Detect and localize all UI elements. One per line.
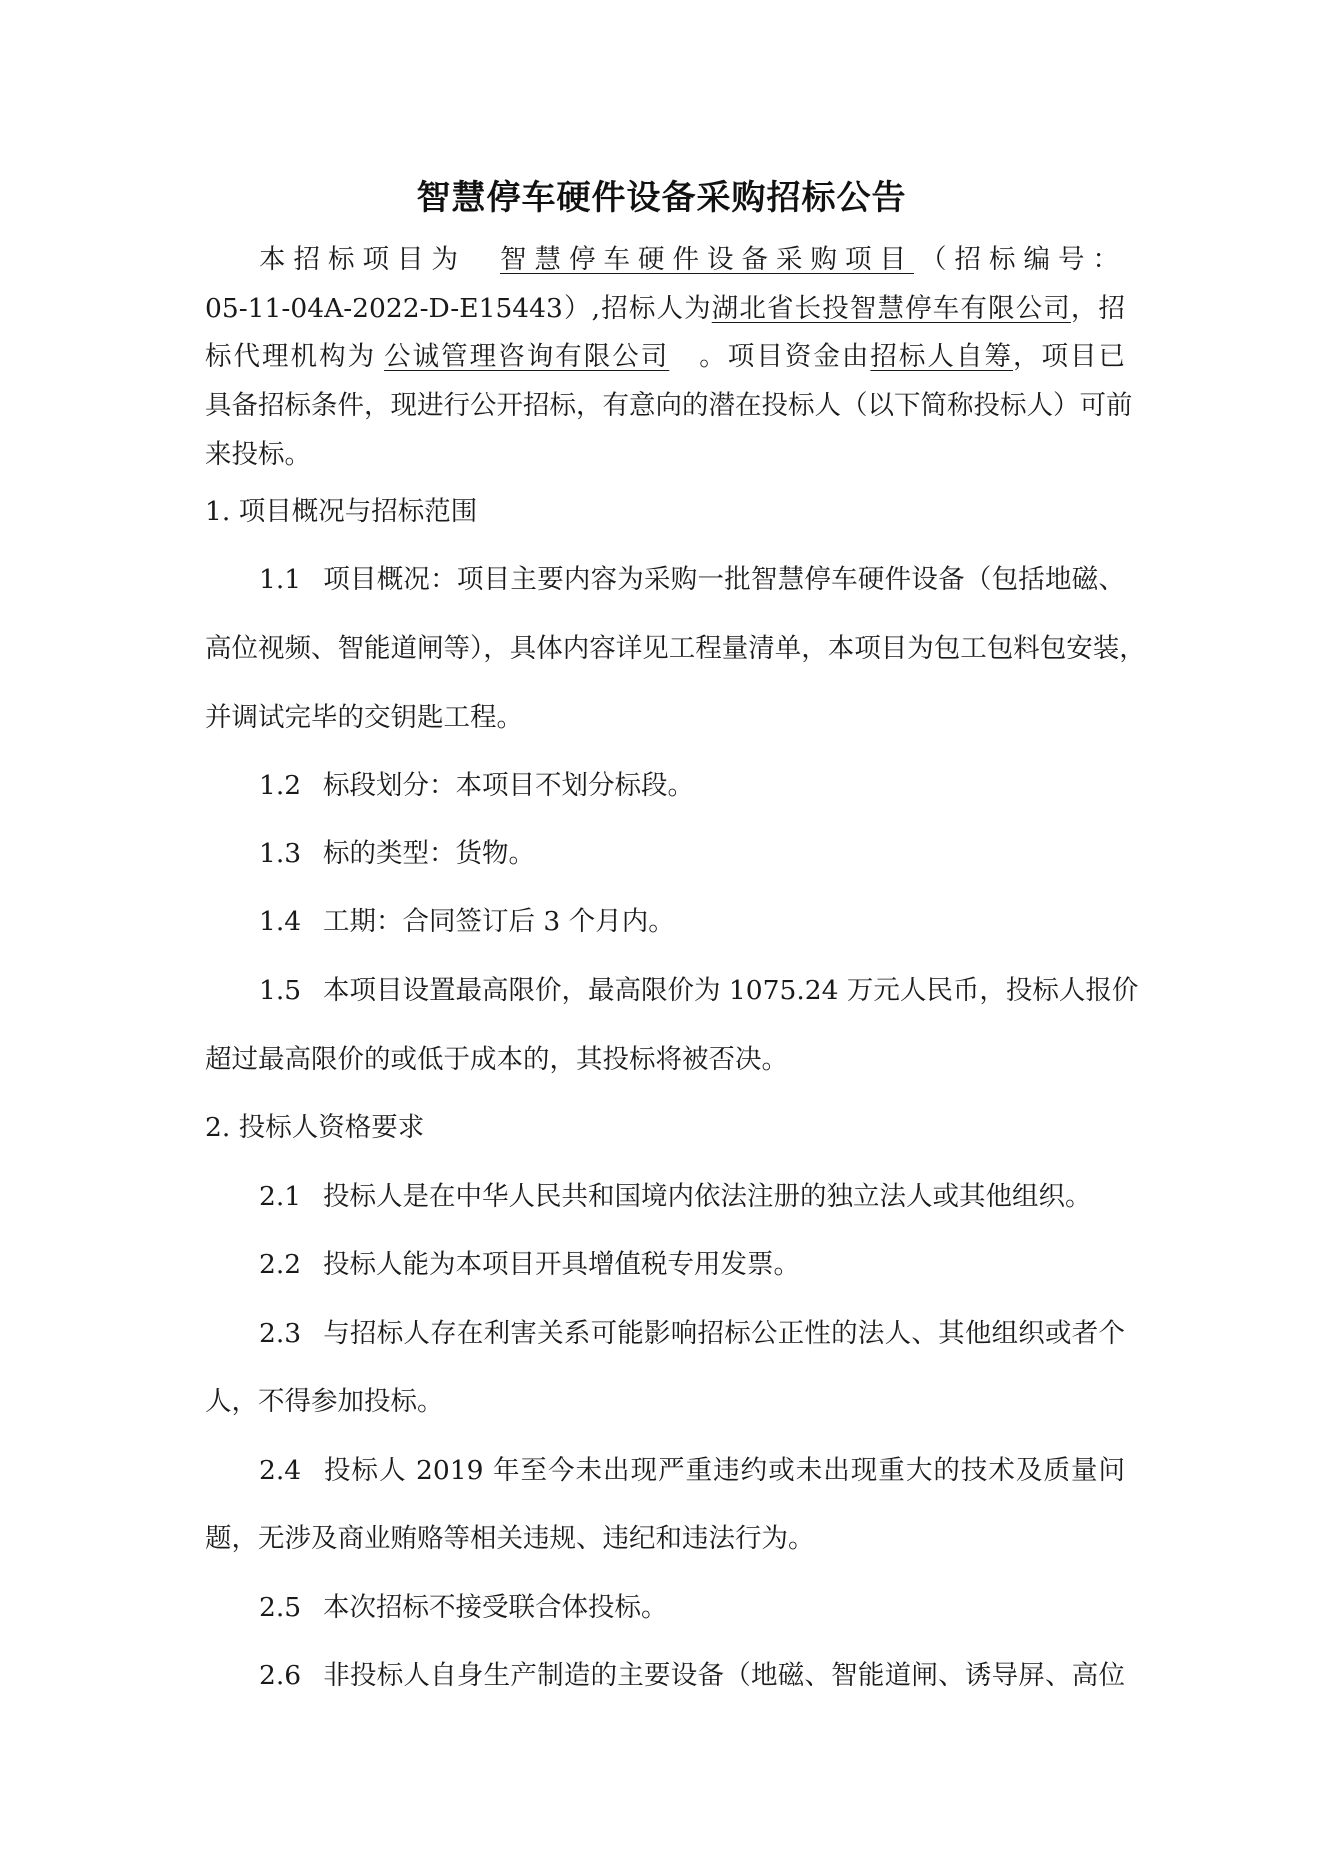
item-text: 工期：合同签订后 3 个月内。 [323, 906, 675, 937]
section-1-heading: 1. 项目概况与招标范围 [205, 496, 478, 527]
item-1-2 [205, 768, 1125, 804]
item-number: 2.3 [259, 1318, 302, 1349]
item-text: 与招标人存在利害关系可能影响招标公正性的法人、其他组织或者个 [323, 1318, 1125, 1349]
item-number: 2.1 [259, 1181, 302, 1212]
tender-code: 05-11-04A-2022-D-E15443 [205, 293, 563, 324]
intro-text: 本招标项目为 [259, 244, 466, 275]
item-1-4 [205, 904, 1125, 940]
intro-text: 。项目资金由 [699, 341, 871, 372]
document-title: 智慧停车硬件设备采购招标公告 [416, 178, 907, 218]
project-name: 智慧停车硬件设备采购项目 [500, 244, 914, 275]
item-1-5-line-2: 超过最高限价的或低于成本的，其投标将被否决。 [205, 1044, 788, 1075]
intro-line-1 [205, 242, 1125, 278]
agent-name: 公诚管理咨询有限公司 [384, 341, 670, 372]
item-text: 项目概况：项目主要内容为采购一批智慧停车硬件设备（包括地磁、 [323, 564, 1125, 595]
item-1-5-line-1 [205, 973, 1139, 1009]
intro-text: ，项目已 [1012, 341, 1126, 372]
item-text: 标的类型：货物。 [323, 838, 535, 869]
item-number: 1.1 [259, 564, 302, 595]
item-2-4-line-1 [205, 1453, 1125, 1489]
item-text: 标段划分：本项目不划分标段。 [323, 770, 694, 801]
item-text: 投标人是在中华人民共和国境内依法注册的独立法人或其他组织。 [323, 1181, 1092, 1212]
intro-text: ）,招标人为 [562, 293, 712, 324]
intro-text: 标代理机构为 [205, 341, 377, 372]
item-1-3 [205, 836, 1125, 872]
intro-line-4: 具备招标条件，现进行公开招标，有意向的潜在投标人（以下简称投标人）可前 [205, 390, 1133, 421]
intro-text: ，招 [1070, 293, 1126, 324]
item-number: 2.2 [259, 1249, 302, 1280]
intro-line-3 [205, 339, 1125, 375]
item-number: 1.5 [259, 975, 302, 1006]
item-number: 2.6 [259, 1660, 302, 1691]
item-2-4-line-2: 题，无涉及商业贿赂等相关违规、违纪和违法行为。 [205, 1523, 815, 1554]
item-text: 本项目设置最高限价，最高限价为 1075.24 万元人民币，投标人报价 [323, 975, 1139, 1006]
intro-line-5: 来投标。 [205, 439, 311, 470]
intro-line-2 [205, 291, 1125, 327]
item-1-1-line-3: 并调试完毕的交钥匙工程。 [205, 702, 523, 733]
item-2-3-line-1 [205, 1316, 1125, 1352]
item-number: 1.3 [259, 838, 302, 869]
item-text: 投标人能为本项目开具增值税专用发票。 [323, 1249, 800, 1280]
item-1-1-line-2: 高位视频、智能道闸等），具体内容详见工程量清单，本项目为包工包料包安装， [205, 633, 1146, 664]
item-text: 投标人 2019 年至今未出现严重违约或未出现重大的技术及质量问 [323, 1455, 1125, 1486]
funding-source: 招标人自筹 [870, 341, 1013, 372]
item-text: 本次招标不接受联合体投标。 [323, 1592, 668, 1623]
item-text: 非投标人自身生产制造的主要设备（地磁、智能道闸、诱导屏、高位 [323, 1660, 1125, 1691]
intro-text: （招标编号： [920, 244, 1125, 275]
item-2-1 [205, 1179, 1125, 1215]
item-number: 1.4 [259, 906, 302, 937]
item-number: 2.4 [259, 1455, 302, 1486]
tenderer-name: 湖北省长投智慧停车有限公司 [711, 293, 1071, 324]
item-2-3-line-2: 人，不得参加投标。 [205, 1386, 444, 1417]
item-2-2 [205, 1247, 1125, 1283]
item-2-5 [205, 1590, 1125, 1626]
item-1-1-line-1 [205, 562, 1125, 598]
item-number: 2.5 [259, 1592, 302, 1623]
item-2-6-line-1 [205, 1658, 1125, 1694]
section-2-heading: 2. 投标人资格要求 [205, 1112, 425, 1143]
item-number: 1.2 [259, 770, 302, 801]
